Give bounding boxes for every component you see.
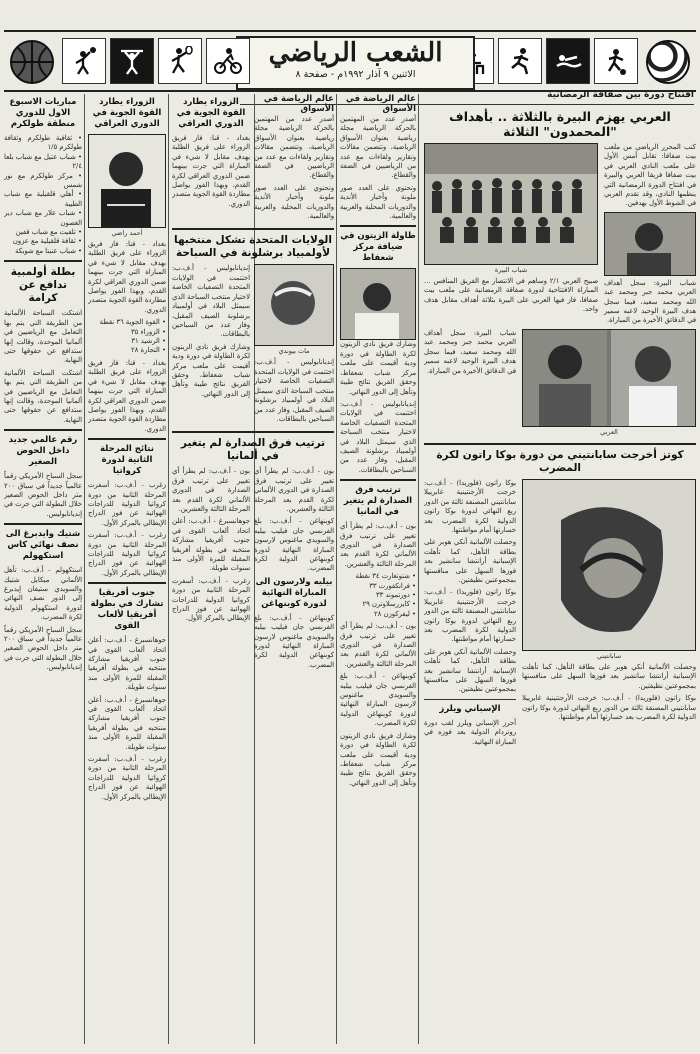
croatia-paragraph: زغرب - أ.ف.ب: أسفرت المرحلة الثانية من دورة كرواتيا الدولية للدراجات الهوائية عن فوز الدراج الإيطالي بالمركز الأول. bbox=[88, 531, 166, 577]
iraq-standings bbox=[88, 318, 166, 356]
zawraa-main-headline: الزوراء يطارد القوة الجوية في الدوري العراقي bbox=[92, 97, 162, 129]
swimming-paragraph: إنديانابوليس - أ.ف.ب: اختتمت في الولايات المتحدة التصفيات الخاصة لاختيار منتخب السباحة الذي سيمثل البلاد في أولمبياد برشلونة الصيف المقبل، وفاز عدد من السباحين بالبطاقات. bbox=[254, 358, 334, 423]
zaytoun-paragraph: وشارك فريق نادي الزيتون لكرة الطاولة في دورة ودية أقيمت على ملعب مركز شباب شعفاط، وحقق الفريق نتائج طيبة وتأهل إلى الدور النهائي. bbox=[340, 340, 416, 396]
section-banner: افتتاح دورة بين صفاقة الرمضانية bbox=[240, 90, 694, 105]
standing-row: • الزوراء ٣٥ bbox=[88, 328, 166, 337]
tennis-paragraph: وحصلت الألمانية أنكي هوبر على بطاقة التأهل، كما تأهلت الإسبانية أرانتشا سانشيز بعد فوزها السهل على منافستها بمجموعتين نظيفتين. bbox=[424, 538, 516, 584]
copenhagen-paragraph: كوبنهاغن - أ.ف.ب: بلغ الفرنسي جان فيليب بيليه والسويدي ماغنوس لارسون المباراة النهائية لدورة كوبنهاغن الدولية لكرة المضرب. bbox=[254, 613, 334, 669]
stockholm-paragraph: استكهولم - أ.ف.ب: تأهل الألماني ميكايل شتيك والسويدي ستيفان إيدبرغ إلى الدور نصف النهائي لدورة استكهولم الدولية لكرة المضرب. bbox=[4, 566, 82, 622]
olympic-paragraph: اشتكت السباحة الألمانية من الطريقة التي يتم بها التعامل مع الرياضيين في ألمانيا الموحدة، وقالت إنها ستدافع عن حقوقها حتى النهاية. bbox=[4, 309, 82, 365]
section-rule bbox=[172, 228, 334, 230]
tennis-paragraph: وحصلت الألمانية أنكي هوبر على بطاقة التأهل، كما تأهلت الإسبانية أرانتشا سانشيز بعد فوزها السهل على منافستها بمجموعتين نظيفتين. bbox=[522, 662, 696, 690]
germany-paragraph: كوبنهاغن - أ.ف.ب: بلغ الفرنسي جان فيليب بيليه والسويدي ماغنوس لارسون المباراة النهائية لدورة كوبنهاغن الدولية لكرة المضرب. bbox=[340, 672, 416, 728]
column-divider bbox=[168, 94, 169, 1044]
fixture-item: • تلفيت مع شباب قفين bbox=[4, 228, 82, 237]
standings-headline: ترتيب فرق الصدارة لم يتغير في ألمانيا bbox=[180, 437, 326, 463]
zaytoun-photo bbox=[340, 268, 416, 340]
olympic-paragraph: اشتكت السباحة الألمانية من الطريقة التي يتم بها التعامل مع الرياضيين في ألمانيا الموحدة، وقالت إنها ستدافع عن حقوقها حتى النهاية. bbox=[4, 368, 82, 424]
stockholm-paragraph: سجل السباح الأمريكي رقماً عالمياً جديداً في سباق ٢٠٠ متر داخل الحوض الصغير خلال البطولة التي جرت في إنديانابوليس. bbox=[4, 625, 82, 672]
fixture-item: • شباب عنبتا مع شويكة bbox=[4, 247, 82, 256]
standing-row: • ليفركوزن ٢٨ bbox=[340, 610, 416, 619]
croatia-paragraph: زغرب - أ.ف.ب: أسفرت المرحلة الثانية من دورة كرواتيا الدولية للدراجات الهوائية عن فوز الدراج الإيطالي بالمركز الأول. bbox=[88, 481, 166, 527]
column-5 bbox=[4, 94, 82, 1044]
tennis-paragraph: وحصلت الألمانية أنكي هوبر على بطاقة التأهل، كما تأهلت الإسبانية أرانتشا سانشيز بعد فوزها السهل على منافستها بمجموعتين نظيفتين. bbox=[424, 647, 516, 694]
basketball-icon bbox=[10, 40, 54, 84]
zaytoun-headline: طاولة الزيتون في ضيافة مركز شعفاط bbox=[340, 231, 416, 264]
iraq-paragraph: بغداد - قنا: فاز فريق الزوراء على فريق الطلبة بهدف مقابل لا شيء في المباراة التي جرت بينهما ضمن الدوري العراقي لكرة القدم، وبهذا الفوز يواصل مطاردة القوة الجوية متصدر الدوري. bbox=[88, 240, 166, 314]
tulkarm-fixtures bbox=[4, 134, 82, 256]
sports-world-kicker: عالم الرياضة في الأسواق bbox=[263, 94, 334, 114]
runner-icon bbox=[498, 38, 542, 84]
south-africa-paragraph: جوهانسبرغ - أ.ف.ب: أعلن اتحاد ألعاب القوى في جنوب أفريقيا مشاركة منتخبه في بطولة أفريقيا المقبلة للمرة الأولى منذ سنوات طويلة. bbox=[88, 636, 166, 692]
football-icon bbox=[646, 40, 690, 84]
south-africa-paragraph: زغرب - أ.ف.ب: أسفرت المرحلة الثانية من دورة كرواتيا الدولية للدراجات الهوائية عن فوز الدراج الإيطالي بالمركز الأول. bbox=[88, 755, 166, 801]
newspaper-title: الشعب الرياضي bbox=[268, 38, 443, 68]
standing-row: • الرشيد ٣١ bbox=[88, 337, 166, 346]
germany-paragraph: وشارك فريق نادي الزيتون لكرة الطاولة في دورة ودية أقيمت على ملعب مركز شباب شعفاط، وحقق الفريق نتائج طيبة وتأهل إلى الدور النهائي. bbox=[340, 731, 416, 787]
tennis-icon bbox=[158, 38, 202, 84]
fixture-item: • مركز طولكرم مع نور شمس bbox=[4, 172, 82, 191]
zaytoun-paragraph: إنديانابوليس - أ.ف.ب: اختتمت في الولايات المتحدة التصفيات الخاصة لاختيار منتخب السباحة الذي سيمثل البلاد في أولمبياد برشلونة الصيف المقبل، وفاز عدد من السباحين بالبطاقات. bbox=[340, 399, 416, 474]
team-photo bbox=[424, 143, 598, 265]
column-divider bbox=[84, 94, 85, 1044]
lead-paragraph: كتب المحرر الرياضي من ملعب بيت صفافا: تقابل أمس الأول على ملعب النادي العربي في بيت صفافا فريقا العربي والبيرة في افتتاح الدورة الرمضانية التي ينظمها النادي، وقد تقدم العربي في الشوط الأول بهدفين. bbox=[604, 143, 696, 208]
fixture-item: • ثقافية طولكرم وثقافة طولكرم ١/٥ bbox=[4, 134, 82, 153]
sabatini-caption: سابانتيني bbox=[596, 651, 622, 660]
tennis-paragraph: بوكا راتون (فلوريدا) - أ.ف.ب: خرجت الأرجنتينية غابرييلا سابانتيني المصنفة ثالثة من الدور ربع النهائي لدورة بوكا راتون الدولية لكرة المضرب بعد خسارتها أمام مواطنتها. bbox=[424, 588, 516, 644]
section-rule bbox=[4, 429, 82, 431]
copenhagen-headline: بيليه ولارسون الى المباراة النهائية لدورة كوبنهاغن bbox=[255, 576, 333, 609]
team-photo-caption: شباب البيرة bbox=[494, 266, 528, 274]
cyclist-icon bbox=[206, 38, 250, 84]
section-rule bbox=[424, 699, 516, 700]
wheelers-headline: الإسباني ويلرز bbox=[439, 703, 501, 714]
basketball-player-icon bbox=[62, 38, 106, 84]
lead-paragraph: شباب البيرة: سجل أهداف العربي محمد جبر ومحمد عبد الله ومحمد سعيد، فيما سجل هدف البيرة الوحيد لاعبه سمير في الدقائق الأخيرة من المباراة. bbox=[424, 328, 516, 375]
germany-paragraph: بون - أ.ف.ب: لم يطرأ أي تغيير على ترتيب فرق الصدارة في الدوري الألماني لكرة القدم بعد المرحلة الثالثة والعشرين. bbox=[340, 622, 416, 668]
section-rule bbox=[340, 225, 416, 227]
standings-paragraph: زغرب - أ.ف.ب: أسفرت المرحلة الثانية من دورة كرواتيا الدولية للدراجات الهوائية عن فوز الدراج الإيطالي بالمركز الأول. bbox=[172, 576, 250, 623]
swimming-paragraph: إنديانابوليس - أ.ف.ب: اختتمت في الولايات المتحدة التصفيات الخاصة لاختيار منتخب السباحة الذي سيمثل البلاد في أولمبياد برشلونة الصيف المقبل، وفاز عدد من السباحين بالبطاقات. bbox=[172, 264, 250, 339]
issue-date: الاثنين ٩ آذار ١٩٩٢م - صفحة ٨ bbox=[295, 69, 416, 80]
standing-row: • دورتموند ٣٣ bbox=[340, 591, 416, 600]
masthead bbox=[4, 30, 696, 92]
sabatini-photo bbox=[522, 479, 696, 651]
germany-standings bbox=[340, 572, 416, 619]
tennis-paragraph: بوكا راتون (فلوريدا) - أ.ف.ب: خرجت الأرجنتينية غابرييلا سابانتيني المصنفة ثالثة من الدور ربع النهائي لدورة بوكا راتون الدولية لكرة المضرب بعد خسارتها أمام مواطنتها. bbox=[424, 478, 516, 534]
lead-headline: العربي يهزم البيرة بالثلاثة .. بأهداف "المحمدون" الثلاثة bbox=[449, 109, 671, 139]
fixture-item: • شباب عتيل مع شباب بلعا ٢/٤ bbox=[4, 153, 82, 172]
germany-headline: ترتيب فرق الصدارة لم يتغير في ألمانيا bbox=[343, 485, 413, 518]
newspaper-title-box bbox=[236, 36, 475, 90]
player-photo-caption: العربي bbox=[600, 427, 618, 436]
swimmer-caption: مات بيوندي bbox=[278, 347, 310, 356]
zawraa-paragraph: بغداد - قنا: فاز فريق الزوراء على فريق الطلبة بهدف مقابل لا شيء في المباراة التي جرت بينهما ضمن الدوري العراقي لكرة القدم، وبهذا الفوز يواصل مطاردة القوة الجوية متصدر الدوري. bbox=[172, 134, 250, 208]
us-swimming-headline: الولايات المتحدة تشكل منتخبها لأولمبياد برشلونة في السباحة bbox=[174, 234, 332, 260]
section-rule bbox=[88, 438, 166, 440]
section-rule bbox=[4, 523, 82, 525]
markets-paragraph: وتحتوي على العدد صور ملونة وأخبار الأندية والدوريات المحلية والعربية والعالمية. bbox=[340, 183, 416, 221]
swimming-paragraph: وشارك فريق نادي الزيتون لكرة الطاولة في دورة ودية أقيمت على ملعب مركز شباب شعفاط، وحقق الفريق نتائج طيبة وتأهل إلى الدور النهائي. bbox=[172, 342, 250, 398]
weightlifter-icon bbox=[110, 38, 154, 84]
section-rule bbox=[424, 443, 696, 445]
standing-row: • التجارة ٢٨ bbox=[88, 346, 166, 355]
standing-row: • كايزرسلاوترن ٢٩ bbox=[340, 600, 416, 609]
swimmer-photo bbox=[254, 264, 334, 346]
olympic-champion-headline: بطلة أولمبية تدافع عن كرامة bbox=[10, 266, 76, 305]
markets-paragraph: أصدر عدد من المهتمين بالحركة الرياضية مجلة رياضية بعنوان الأسواق الرياضية، وتتضمن مقالات وتقارير ولقاءات مع عدد من الرياضيين في الضفة والقطاع. bbox=[340, 115, 416, 180]
swimmer-icon bbox=[546, 38, 590, 84]
ahmed-radi-photo bbox=[88, 134, 166, 228]
sports-world-paragraph: أصدر عدد من المهتمين بالحركة الرياضية مجلة رياضية بعنوان الأسواق الرياضية، وتتضمن مقالات وتقارير ولقاءات مع عدد من الرياضيين في الضفة والقطاع. bbox=[254, 115, 334, 180]
boy-photo bbox=[522, 329, 696, 427]
world-record-headline: رقم عالمي جديد داخل الحوض الصغير bbox=[8, 435, 78, 468]
record-paragraph: سجل السباح الأمريكي رقماً عالمياً جديداً في سباق ٢٠٠ متر داخل الحوض الصغير خلال البطولة التي جرت في إنديانابوليس. bbox=[4, 472, 82, 518]
lead-paragraph: شباب البيرة: سجل أهداف العربي محمد جبر ومحمد عبد الله ومحمد سعيد، فيما سجل هدف البيرة الوحيد لاعبه سمير في الدقائق الأخيرة من المباراة. bbox=[604, 278, 696, 325]
stockholm-headline: شتيك وايدبرغ الى نصف نهائي كاس استكهولم bbox=[5, 529, 81, 562]
south-africa-paragraph: جوهانسبرغ - أ.ف.ب: أعلن اتحاد ألعاب القوى في جنوب أفريقيا مشاركة منتخبه في بطولة أفريقيا المقبلة للمرة الأولى منذ سنوات طويلة. bbox=[88, 695, 166, 751]
section-rule bbox=[88, 582, 166, 584]
column-2 bbox=[340, 94, 416, 1044]
column-divider bbox=[418, 94, 419, 1044]
fixture-item: • أهلي قلقيلية مع شباب الطيبة bbox=[4, 190, 82, 209]
tulkarm-headline: مباريات الاسبوع الاول للدوري منطقة طولكرم bbox=[9, 97, 77, 129]
sports-world-paragraph: وتحتوي على العدد صور ملونة وأخبار الأندية والدوريات المحلية والعربية والعالمية. bbox=[254, 183, 334, 221]
section-rule bbox=[4, 260, 82, 262]
croatia-headline: نتائج المرحلة الثانية لدورة كرواتيا bbox=[100, 444, 154, 477]
standing-row: • القوة الجوية ٣٦ نقطة bbox=[88, 318, 166, 327]
wheelers-paragraph: أحرز الإسباني ويلرز لقب دورة روتردام الدولية بعد فوزه في المباراة النهائية. bbox=[424, 718, 516, 746]
fixture-item: • شباب علار مع شباب دير الغصون bbox=[4, 209, 82, 228]
lead-paragraph: صبيح العربي ٢/١ وساهم في الانتصار مع الفريق المنافس ... المباراة الافتتاحية لدورة صفاقة الرمضانية على ملعب بيت صفافا، فاز فيها العربي على البيرة بثلاثة أهداف مقابل هدف واحد. bbox=[424, 277, 598, 314]
standings-paragraph: كوبنهاغن - أ.ف.ب: بلغ الفرنسي جان فيليب بيليه والسويدي ماغنوس لارسون المباراة النهائية لدورة كوبنهاغن الدولية لكرة المضرب. bbox=[254, 517, 334, 573]
standing-row: • شتوتغارت ٣٤ نقطة bbox=[340, 572, 416, 581]
soccer-player-icon bbox=[594, 38, 638, 84]
fixture-item: • ثقافة قلقيلية مع عزون bbox=[4, 237, 82, 246]
lead-story-column bbox=[424, 106, 696, 1046]
column-3 bbox=[172, 94, 334, 1044]
south-africa-headline: جنوب أفريقيا تشارك في بطولة أفريقيا لألعاب القوى bbox=[90, 588, 164, 632]
standing-row: • فرانكفورت ٣٣ bbox=[340, 582, 416, 591]
column-4 bbox=[88, 94, 166, 1044]
section-rule bbox=[340, 479, 416, 481]
germany-paragraph: بون - أ.ف.ب: لم يطرأ أي تغيير على ترتيب فرق الصدارة في الدوري الألماني لكرة القدم بعد المرحلة الثالثة والعشرين. bbox=[340, 522, 416, 568]
ahmed-radi-caption: أحمد راضي bbox=[111, 229, 143, 237]
standings-paragraph: بون - أ.ف.ب: لم يطرأ أي تغيير على ترتيب فرق الصدارة في الدوري الألماني لكرة القدم بعد المرحلة الثالثة والعشرين. bbox=[172, 467, 250, 513]
column-divider bbox=[336, 94, 337, 1044]
standings-paragraph: جوهانسبرغ - أ.ف.ب: أعلن اتحاد ألعاب القوى في جنوب أفريقيا مشاركة منتخبه في بطولة أفريقيا المقبلة للمرة الأولى منذ سنوات طويلة. bbox=[172, 517, 250, 573]
zawraa-headline: الزوراء يطارد القوة الجوية في الدوري العراقي bbox=[176, 97, 246, 129]
iraq-paragraph: بغداد - قنا: فاز فريق الزوراء على فريق الطلبة بهدف مقابل لا شيء في المباراة التي جرت بينهما ضمن الدوري العراقي لكرة القدم، وبهذا الفوز يواصل مطاردة القوة الجوية متصدر الدوري. bbox=[88, 358, 166, 433]
standings-paragraph: بون - أ.ف.ب: لم يطرأ أي تغيير على ترتيب فرق الصدارة في الدوري الألماني لكرة القدم بعد المرحلة الثالثة والعشرين. bbox=[254, 467, 334, 513]
section-rule bbox=[172, 431, 334, 433]
markets-kicker: عالم الرياضة في الأسواق bbox=[345, 94, 416, 114]
tennis-paragraph: بوكا راتون (فلوريدا) - أ.ف.ب: خرجت الأرجنتينية غابرييلا سابانتيني المصنفة ثالثة من الدور ربع النهائي لدورة بوكا راتون الدولية لكرة المضرب بعد خسارتها أمام مواطنتها. bbox=[522, 694, 696, 721]
tennis-headline: كوتز أخرجت سابانتيني من دورة بوكا راتون لكرة المضرب bbox=[436, 448, 684, 474]
player-portrait-photo bbox=[604, 212, 696, 276]
